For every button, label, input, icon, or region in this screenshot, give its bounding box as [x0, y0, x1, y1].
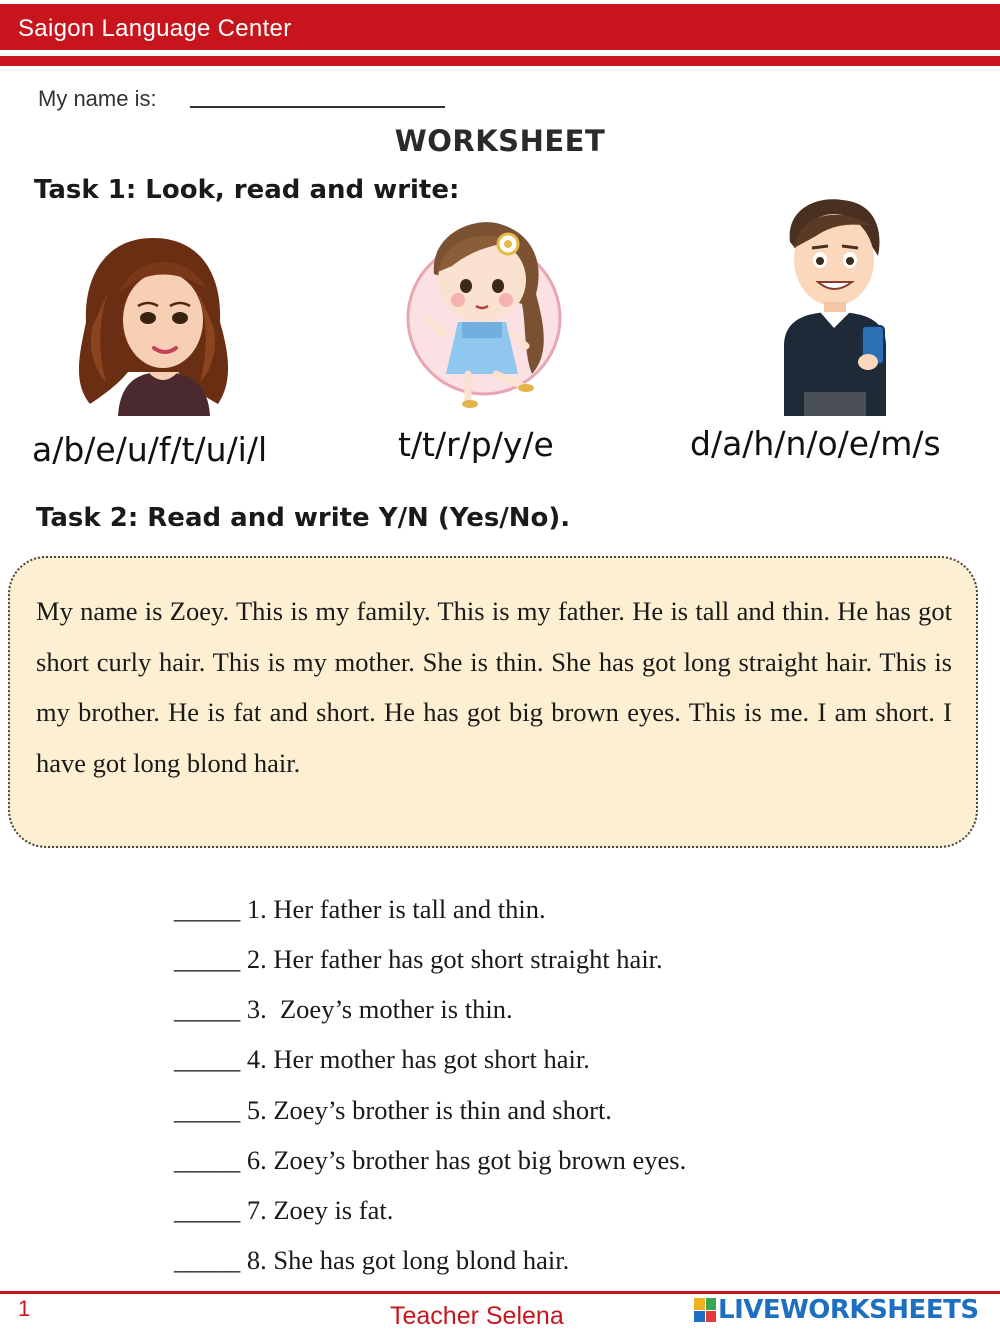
brand-text: LIVEWORKSHEETS — [718, 1295, 979, 1325]
scrambled-word-1: a/b/e/u/f/t/u/i/l — [32, 430, 268, 469]
long-wavy-hair-woman-icon — [68, 232, 238, 416]
reading-passage-box — [8, 556, 978, 848]
scrambled-word-3: d/a/h/n/o/e/m/s — [690, 424, 941, 463]
task1-heading: Task 1: Look, read and write: — [34, 175, 460, 205]
reading-passage: My name is Zoey. This is my family. This is my father. He is tall and thin. He has got short curly hair. This is my mother. She is thin. She has got long straight hair. This is my brother. He is fat and short. He has got big brown eyes. This is me. I am short. I have got long blond hair. — [36, 596, 952, 778]
worksheet-title: WORKSHEET — [394, 124, 606, 158]
question-4[interactable]: _____ 4. Her mother has got short hair. — [174, 1044, 590, 1074]
header-bar — [0, 4, 1000, 50]
page-number: 1 — [18, 1296, 31, 1321]
scrambled-word-2: t/t/r/p/y/e — [398, 425, 554, 464]
name-prompt: My name is: — [38, 86, 157, 111]
question-3[interactable]: _____ 3. Zoey’s mother is thin. — [174, 994, 513, 1024]
question-5[interactable]: _____ 5. Zoey’s brother is thin and short. — [174, 1095, 612, 1125]
little-girl-icon — [404, 214, 564, 414]
question-1[interactable]: _____ 1. Her father is tall and thin. — [174, 894, 546, 924]
teacher-name: Teacher Selena — [390, 1302, 564, 1330]
task2-heading: Task 2: Read and write Y/N (Yes/No). — [36, 503, 571, 533]
liveworksheets-logo[interactable] — [694, 1294, 979, 1326]
header-divider — [0, 56, 1000, 66]
question-6[interactable]: _____ 6. Zoey’s brother has got big brown eyes. — [174, 1145, 687, 1175]
liveworksheets-logo-icon — [694, 1298, 716, 1322]
handsome-man-icon — [776, 196, 896, 416]
header-title: Saigon Language Center — [18, 15, 292, 42]
question-8[interactable]: _____ 8. She has got long blond hair. — [174, 1245, 570, 1275]
name-blank-line[interactable] — [190, 106, 445, 108]
question-2[interactable]: _____ 2. Her father has got short straight hair. — [174, 944, 663, 974]
question-7[interactable]: _____ 7. Zoey is fat. — [174, 1195, 394, 1225]
